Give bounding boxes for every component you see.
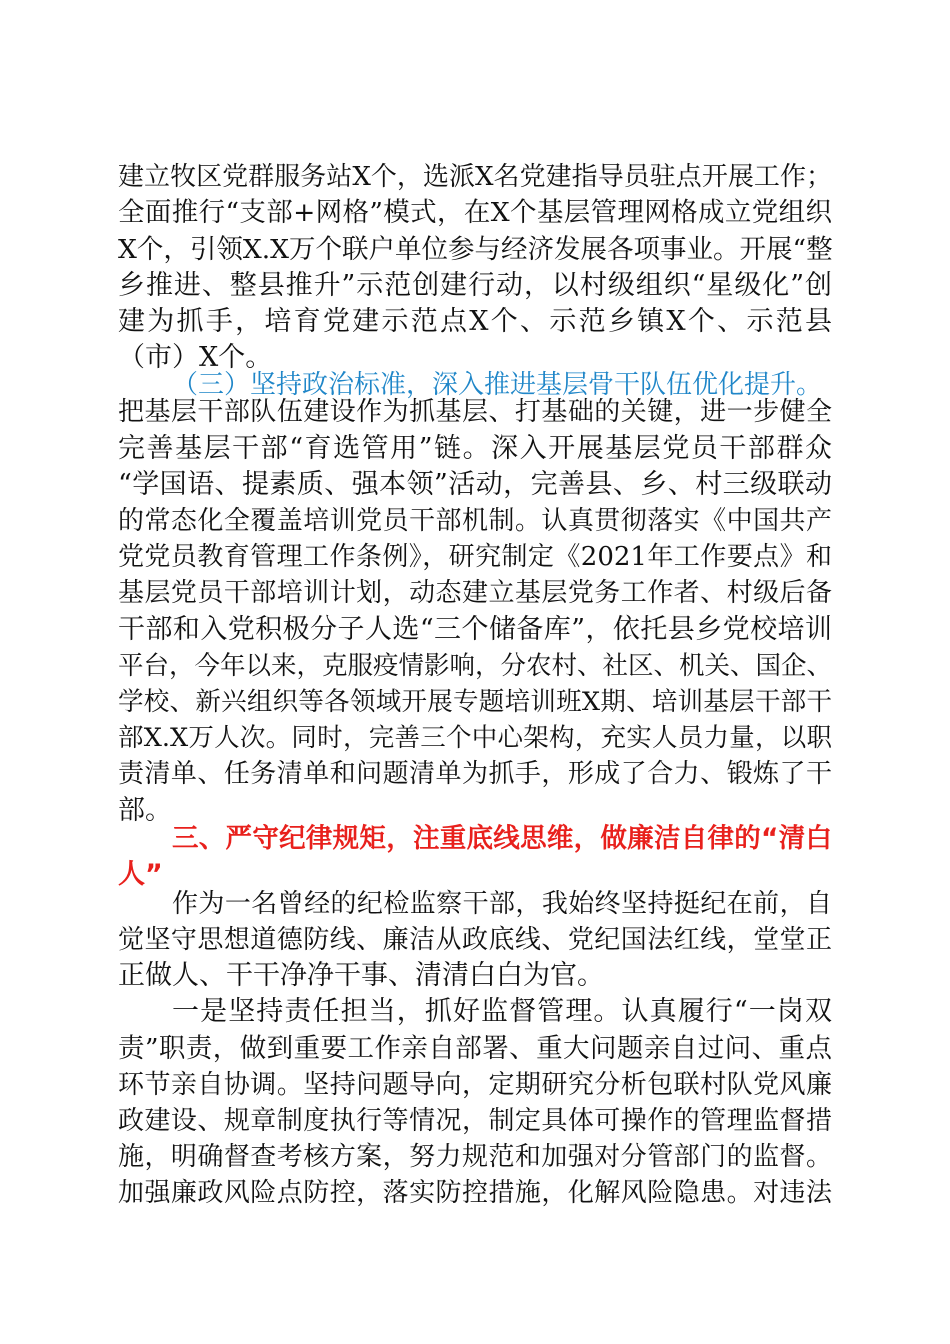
text-line: 施，明确督查考核方案，努力规范和加强对分管部门的监督。 bbox=[118, 1142, 832, 1172]
text-line: 基层党员干部培训计划，动态建立基层党务工作者、村级后备 bbox=[118, 578, 832, 608]
text-line: 建为抓手，培育党建示范点X个、示范乡镇X个、示范县 bbox=[118, 306, 832, 337]
text-line: 部X.X万人次。同时，完善三个中心架构，充实人员力量，以职 bbox=[118, 723, 832, 753]
text-line: 全面推行“支部+网格”模式，在X个基层管理网格成立党组织 bbox=[118, 197, 832, 228]
text-line: 党党员教育管理工作条例》，研究制定《2021年工作要点》和 bbox=[118, 542, 832, 572]
text-line: 建立牧区党群服务站X个，选派X名党建指导员驻点开展工作； bbox=[118, 162, 832, 192]
text-line: “学国语、提素质、强本领”活动，完善县、乡、村三级联动 bbox=[118, 469, 832, 500]
text-line: 加强廉政风险点防控，落实防控措施，化解风险隐患。对违法 bbox=[118, 1178, 832, 1208]
text-line: 觉坚守思想道德防线、廉洁从政底线、党纪国法红线，堂堂正 bbox=[118, 925, 832, 955]
text-line: 环节亲自协调。坚持问题导向，定期研究分析包联村队党风廉 bbox=[118, 1070, 832, 1100]
subheading-line: （三）坚持政治标准，深入推进基层骨干队伍优化提升。 bbox=[172, 370, 823, 400]
text-line: X个，引领X.X万个联户单位参与经济发展各项事业。开展“整 bbox=[118, 234, 833, 265]
text-line: （市）X个。 bbox=[118, 342, 273, 373]
text-line: 正做人、干干净净干事、清清白白为官。 bbox=[118, 960, 604, 991]
text-line: 乡推进、整县推升”示范创建行动，以村级组织“星级化”创 bbox=[118, 270, 832, 301]
section-heading-line: 三、严守纪律规矩，注重底线思维，做廉洁自律的“清白 bbox=[172, 823, 832, 854]
text-line: 把基层干部队伍建设作为抓基层、打基础的关键，进一步健全 bbox=[118, 397, 832, 427]
text-line: 一是坚持责任担当，抓好监督管理。认真履行“一岗双 bbox=[172, 996, 832, 1027]
text-line: 学校、新兴组织等各领域开展专题培训班X期、培训基层干部干 bbox=[118, 687, 832, 717]
text-line: 责清单、任务清单和问题清单为抓手，形成了合力、锻炼了干 bbox=[118, 759, 832, 789]
text-line: 政建设、规章制度执行等情况，制定具体可操作的管理监督措 bbox=[118, 1106, 832, 1136]
text-line: 作为一名曾经的纪检监察干部，我始终坚持挺纪在前，自 bbox=[172, 889, 832, 919]
text-line: 责”职责，做到重要工作亲自部署、重大问题亲自过问、重点 bbox=[118, 1033, 832, 1064]
text-line: 的常态化全覆盖培训党员干部机制。认真贯彻落实《中国共产 bbox=[118, 506, 832, 536]
text-line: 平台，今年以来，克服疫情影响，分农村、社区、机关、国企、 bbox=[118, 651, 833, 681]
text-line: 部。 bbox=[118, 795, 172, 826]
section-heading-line: 人” bbox=[118, 859, 163, 890]
text-line: 完善基层干部“育选管用”链。深入开展基层党员干部群众 bbox=[118, 433, 832, 464]
text-line: 干部和入党积极分子人选“三个储备库”，依托县乡党校培训 bbox=[118, 614, 832, 645]
